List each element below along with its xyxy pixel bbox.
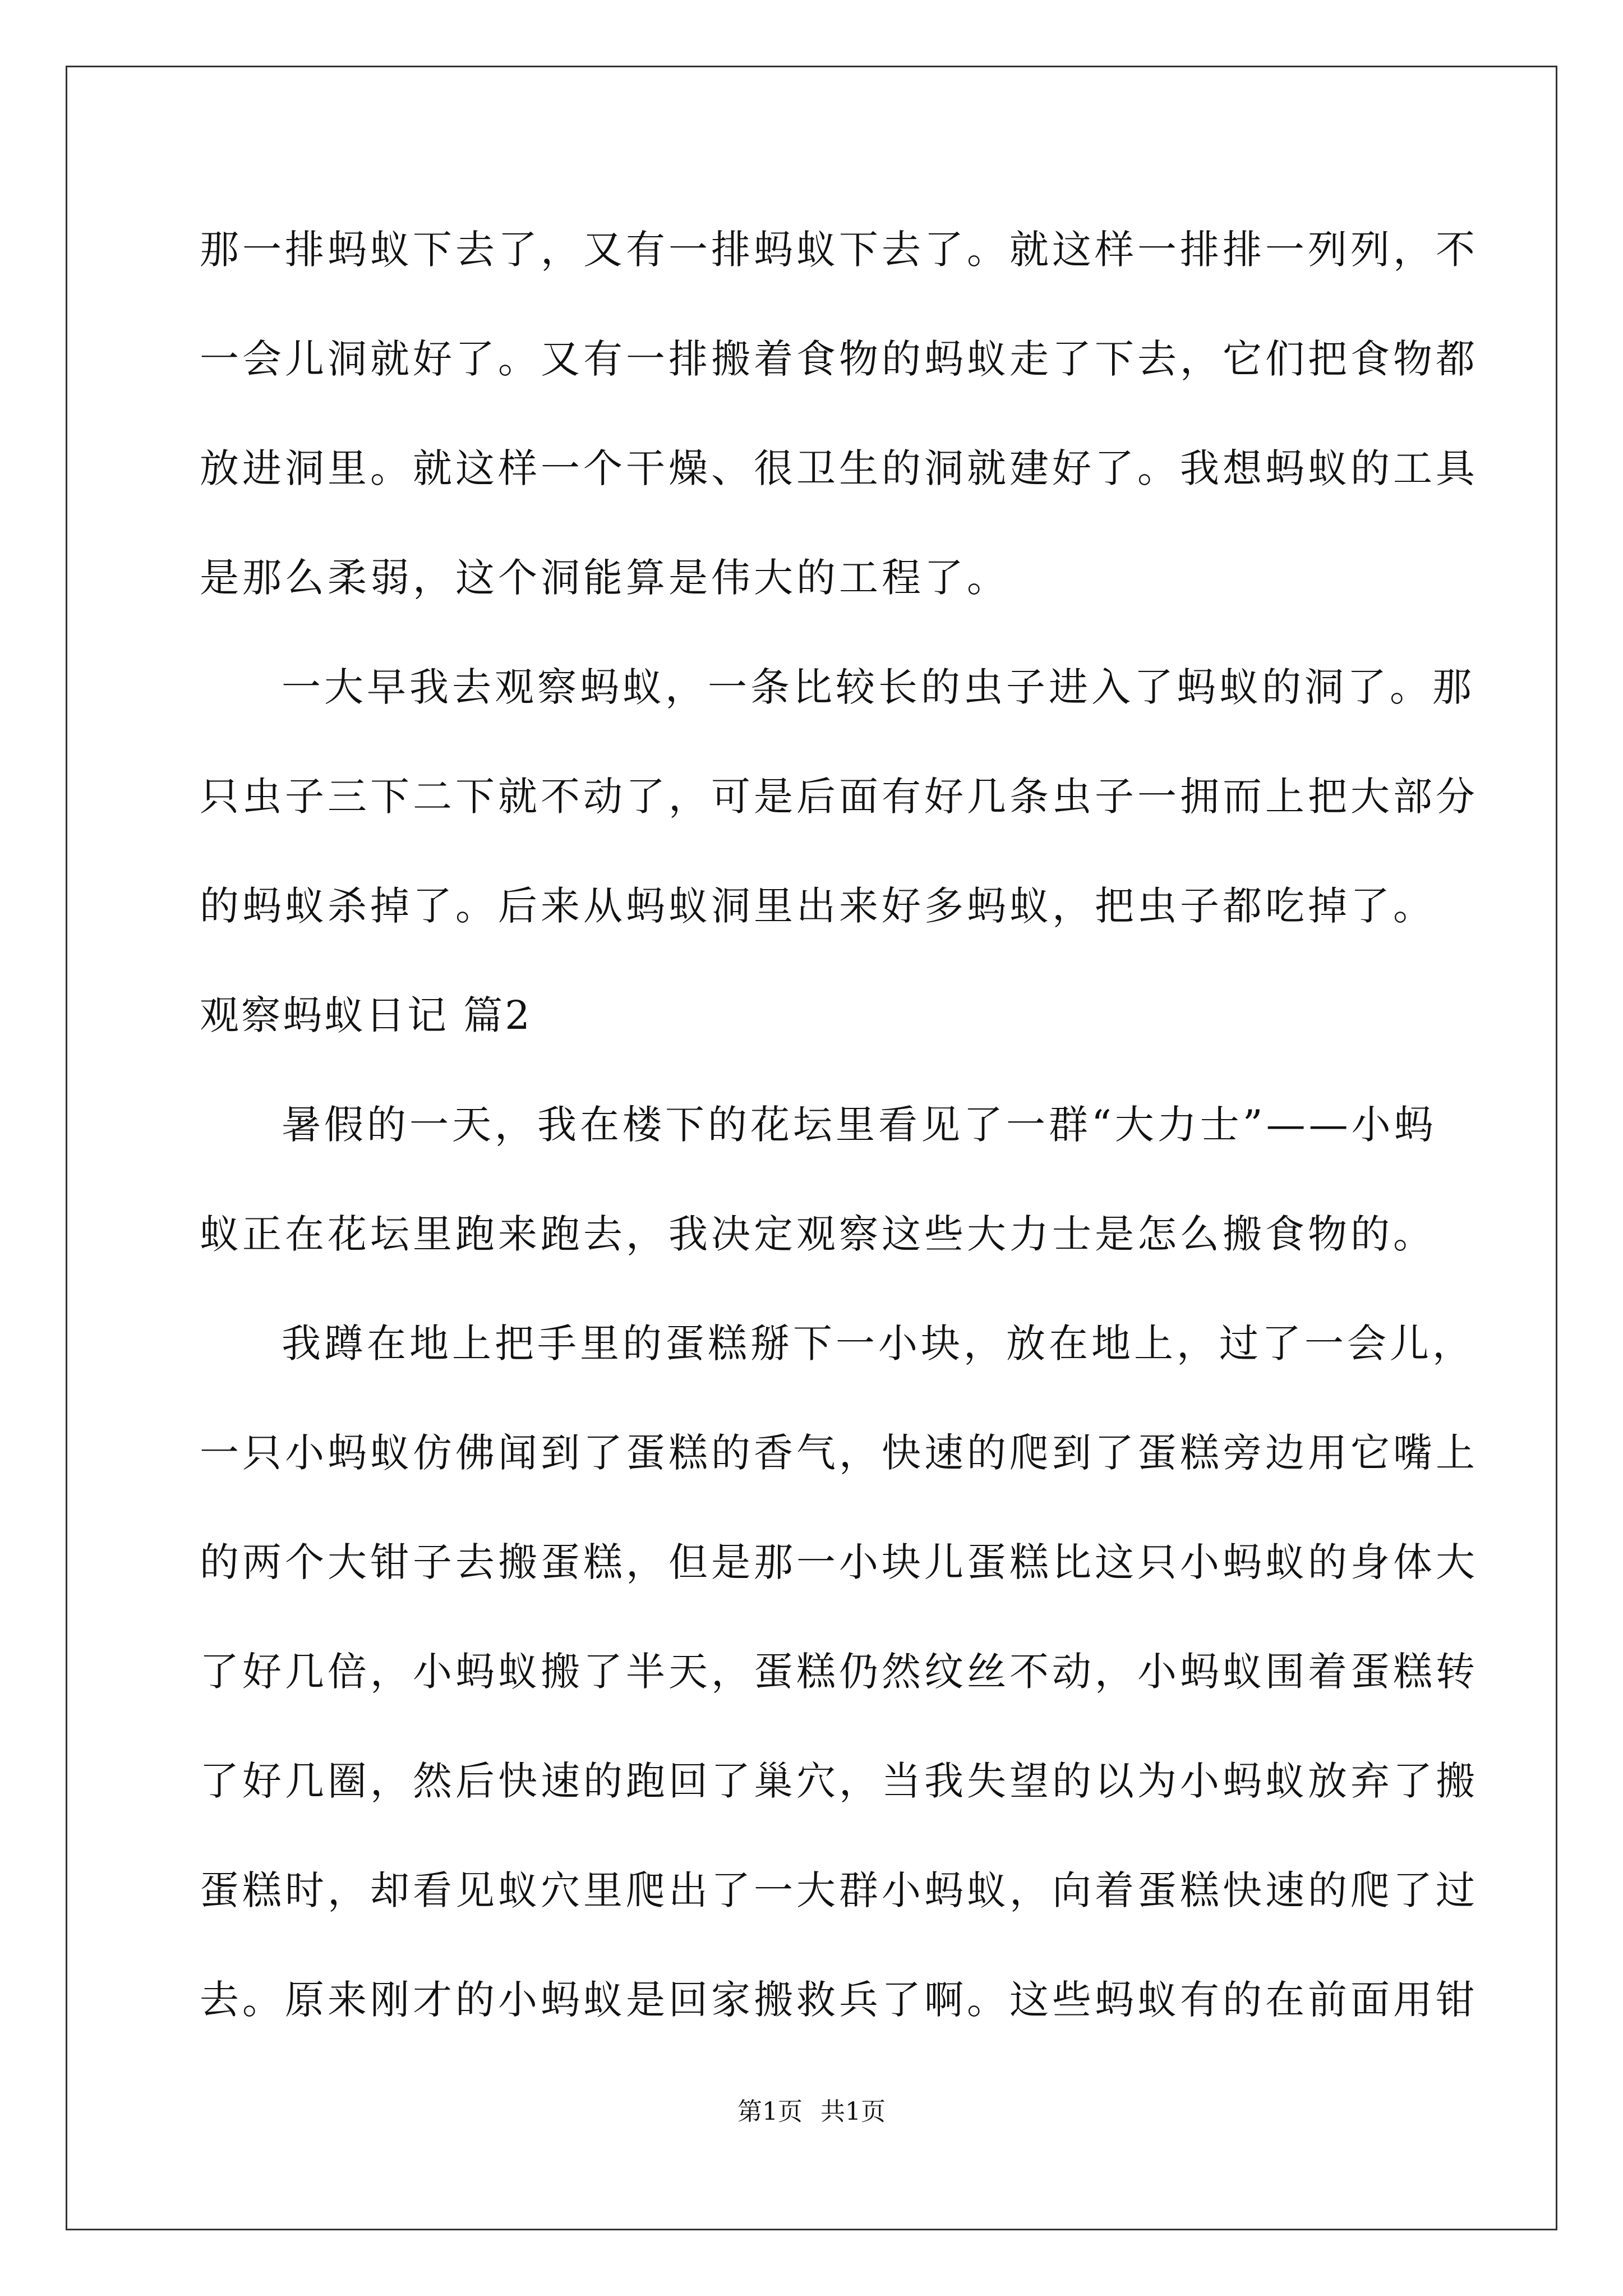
text-line: 蛋糕时，却看见蚁穴里爬出了一大群小蚂蚁，向着蛋糕快速的爬了过 <box>200 1867 1478 1913</box>
text-line: 一只小蚂蚁仿佛闻到了蛋糕的香气，快速的爬到了蛋糕旁边用它嘴上 <box>200 1430 1478 1476</box>
text-line: 那一排蚂蚁下去了，又有一排蚂蚁下去了。就这样一排排一列列，不 <box>200 227 1478 273</box>
text-line: 了好几圈，然后快速的跑回了巢穴，当我失望的以为小蚂蚁放弃了搬 <box>200 1758 1478 1804</box>
page-number: 第1页 <box>737 2097 803 2126</box>
text-line: 的两个大钳子去搬蛋糕，但是那一小块儿蛋糕比这只小蚂蚁的身体大 <box>200 1539 1478 1585</box>
text-line: 我蹲在地上把手里的蛋糕掰下一小块，放在地上，过了一会儿， <box>282 1320 1475 1366</box>
text-line: 去。原来刚才的小蚂蚁是回家搬救兵了啊。这些蚂蚁有的在前面用钳 <box>200 1977 1478 2023</box>
text-line: 放进洞里。就这样一个干燥、很卫生的洞就建好了。我想蚂蚁的工具 <box>200 445 1478 491</box>
page-footer <box>0 2095 1623 2129</box>
text-line: 暑假的一天，我在楼下的花坛里看见了一群“大力士”——小蚂 <box>282 1102 1437 1148</box>
text-line: 一大早我去观察蚂蚁，一条比较长的虫子进入了蚂蚁的洞了。那 <box>282 664 1475 710</box>
text-line: 是那么柔弱，这个洞能算是伟大的工程了。 <box>200 555 1009 601</box>
text-line: 了好几倍，小蚂蚁搬了半天，蛋糕仍然纹丝不动，小蚂蚁围着蛋糕转 <box>200 1649 1478 1695</box>
page-total: 共1页 <box>820 2097 886 2126</box>
text-line: 蚁正在花坛里跑来跑去，我决定观察这些大力士是怎么搬食物的。 <box>200 1211 1436 1257</box>
text-line: 的蚂蚁杀掉了。后来从蚂蚁洞里出来好多蚂蚁，把虫子都吃掉了。 <box>200 883 1436 929</box>
text-line: 只虫子三下二下就不动了，可是后面有好几条虫子一拥而上把大部分 <box>200 774 1478 820</box>
text-line: 一会儿洞就好了。又有一排搬着食物的蚂蚁走了下去，它们把食物都 <box>200 336 1478 382</box>
section-heading: 观察蚂蚁日记 篇2 <box>200 992 532 1038</box>
